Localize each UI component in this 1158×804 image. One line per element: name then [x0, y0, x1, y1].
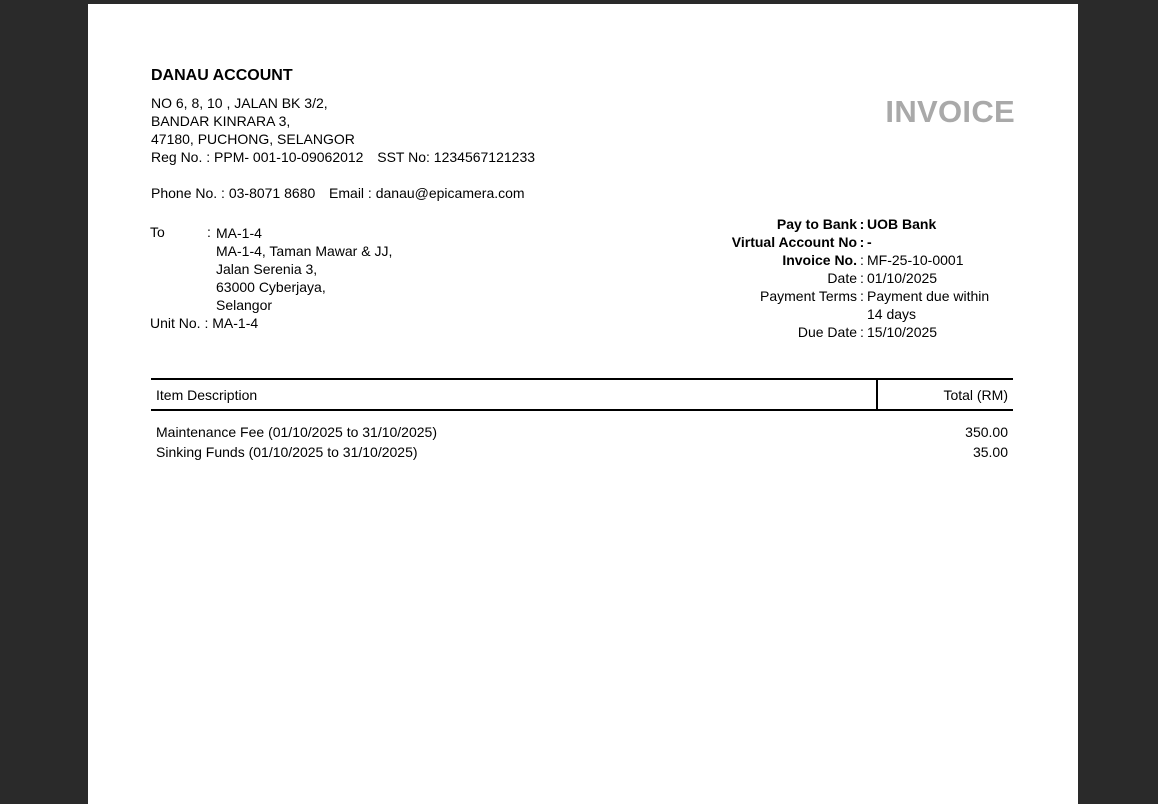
registration-line — [151, 148, 535, 166]
items-table — [151, 378, 1013, 463]
reg-number: PPM- 001-10-09062012 — [214, 149, 364, 165]
company-address-line-2: BANDAR KINRARA 3, — [151, 113, 291, 129]
reg-label: Reg No. : — [151, 149, 211, 165]
virtual-account-row: Virtual Account No : - — [608, 233, 1008, 251]
unit-label: Unit No. : — [150, 315, 209, 331]
unit-row — [150, 314, 258, 332]
recipient-name: MA-1-4 — [216, 225, 262, 241]
virtual-account-label: Virtual Account No — [731, 234, 857, 250]
invoice-no-value: MF-25-10-0001 — [867, 252, 964, 268]
recipient-address-line-1: MA-1-4, Taman Mawar & JJ, — [216, 243, 393, 259]
company-name: DANAU ACCOUNT — [151, 67, 293, 84]
contact-line — [151, 184, 525, 202]
invoice-page — [88, 4, 1078, 804]
item-description: Sinking Funds (01/10/2025 to 31/10/2025) — [156, 444, 418, 460]
item-amount: 35.00 — [972, 444, 1008, 460]
recipient-block — [216, 224, 392, 314]
invoice-no-row: Invoice No. : MF-25-10-0001 — [608, 251, 1008, 269]
email-label: Email : — [329, 185, 372, 201]
recipient-address-line-4: Selangor — [216, 297, 273, 313]
items-table-body — [151, 411, 1013, 463]
to-colon: : — [207, 224, 211, 240]
column-header-total: Total (RM) — [943, 387, 1008, 403]
table-row — [151, 423, 1013, 443]
date-row: Date : 01/10/2025 — [608, 269, 1008, 287]
payment-terms-row: Payment Terms : Payment due within 14 days — [608, 287, 1008, 323]
due-date-row: Due Date : 15/10/2025 — [608, 323, 1008, 341]
items-table-header — [151, 378, 1013, 411]
pay-to-bank-value: UOB Bank — [867, 216, 937, 232]
unit-number: MA-1-4 — [212, 315, 259, 331]
pay-to-bank-row: Pay to Bank : UOB Bank — [608, 215, 1008, 233]
date-value: 01/10/2025 — [867, 270, 938, 286]
item-description: Maintenance Fee (01/10/2025 to 31/10/2025) — [156, 424, 437, 440]
virtual-account-value: - — [867, 234, 872, 250]
recipient-address-line-3: 63000 Cyberjaya, — [216, 279, 326, 295]
phone-number: 03-8071 8680 — [228, 185, 316, 201]
invoice-meta — [608, 215, 1008, 341]
recipient-address-line-2: Jalan Serenia 3, — [216, 261, 318, 277]
due-date-label: Due Date — [797, 324, 857, 340]
to-label: To — [150, 224, 165, 240]
date-label: Date — [827, 270, 857, 286]
company-address-line-3: 47180, PUCHONG, SELANGOR — [151, 131, 355, 147]
email-address: danau@epicamera.com — [375, 185, 525, 201]
company-address-line-1: NO 6, 8, 10 , JALAN BK 3/2, — [151, 95, 328, 111]
phone-label: Phone No. : — [151, 185, 225, 201]
item-amount: 350.00 — [965, 424, 1008, 440]
column-header-description: Item Description — [156, 387, 258, 403]
invoice-title: INVOICE — [885, 94, 1015, 129]
table-row — [151, 443, 1013, 463]
sst-number: 1234567121233 — [433, 149, 536, 165]
invoice-no-label: Invoice No. — [782, 252, 857, 268]
payment-terms-label: Payment Terms — [760, 288, 857, 304]
payment-terms-value: Payment due within 14 days — [867, 288, 990, 322]
pay-to-bank-label: Pay to Bank — [776, 216, 857, 232]
sst-label: SST No: — [377, 149, 430, 165]
due-date-value: 15/10/2025 — [867, 324, 938, 340]
column-divider — [876, 380, 878, 409]
